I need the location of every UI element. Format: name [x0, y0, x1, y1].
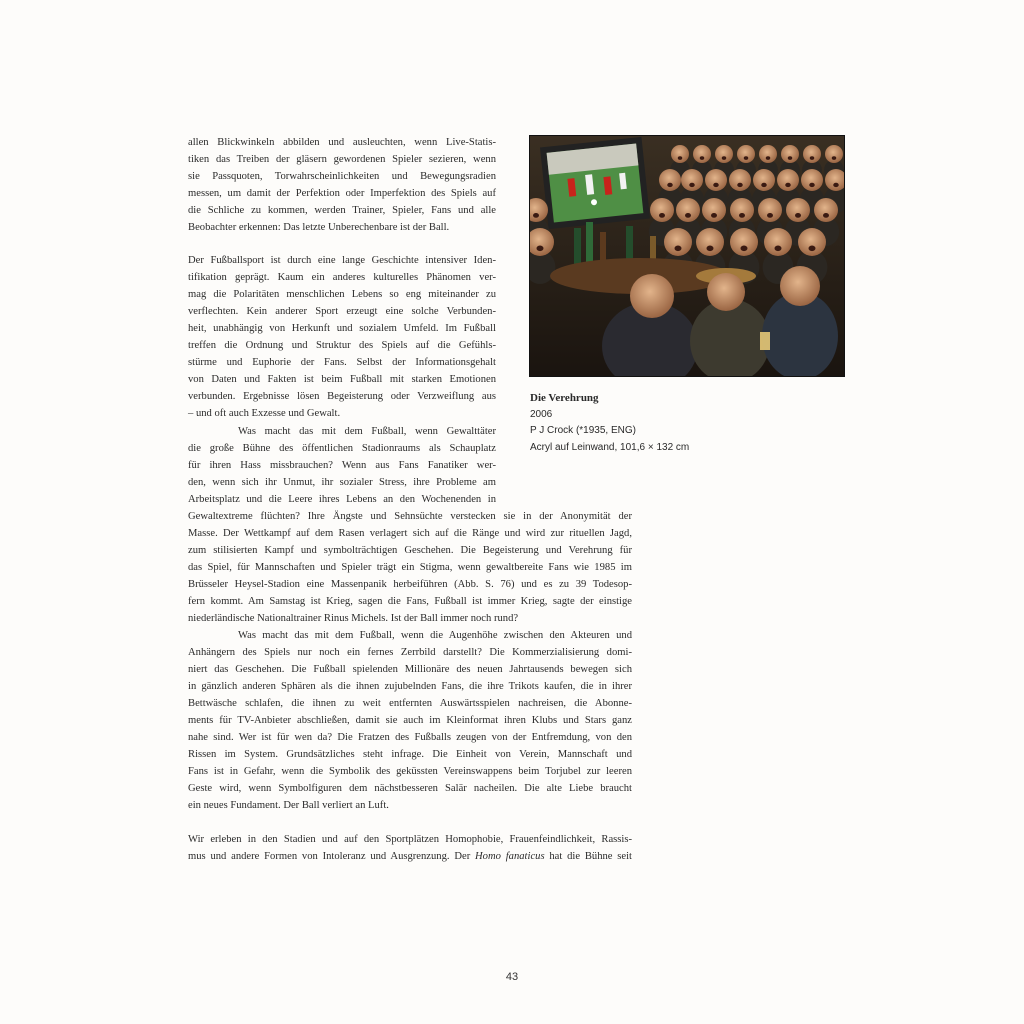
p3n-line: den, wenn sich ihr Unmut, ihr sozialer Stress, ihre Probleme am	[188, 477, 496, 489]
foreground-figures	[602, 266, 838, 376]
p3w-line: Gewaltextreme flüchten? Ihre Ängste und Sehnsüchte verstecken sie in der Anonymität der	[188, 511, 632, 522]
p3w-line: Brüsseler Heysel-Stadion eine Massenpanik herbeiführen (Abb. S. 76) und es zu 39 Todesop-	[188, 579, 632, 591]
paragraph-5	[188, 831, 632, 865]
p4-line: in gänzlich anderen Sphären als die ihnen zujubelnden Fans, die ihre Trikots kaufen, die in ihrer	[188, 681, 632, 693]
p1-line: messen, um damit der Perfektion oder Imperfektion des Spiels auf	[188, 188, 496, 200]
p2-line: stürme und Euphorie der Fans. Selbst der Informationsgehalt	[188, 357, 496, 369]
p4-line: Geste wird, wenn Symbolfiguren dem nächstbesseren Salär nacheilen. Die alte Liebe braucht	[188, 783, 632, 795]
p2-line: verflechten. Kein anderer Sport erzeugt eine solche Verbunden-	[188, 306, 496, 318]
p1-line: die Schliche zu kommen, werden Trainer, Spieler, Fans und alle	[188, 205, 496, 217]
p4-line: Rissen im System. Grundsätzliches steht infrage. Die Einheit von Verein, Mannschaft und	[188, 749, 632, 761]
painting-illustration	[530, 136, 844, 376]
p4-line: Fans ist in Gefahr, wenn die Symbolik des geküssten Vereinswappens beim Torjubel zur leeren	[188, 766, 632, 778]
p3n-line: für ihren Hass missbrauchen? Wenn aus Fans Fanatiker wer-	[188, 460, 496, 472]
paragraph-5-line-2-tail: hat die Bühne seit	[549, 851, 632, 863]
p4-line: Was macht das mit dem Fußball, wenn die Augenhöhe zwischen den Akteuren und	[238, 630, 632, 641]
p1-line: tiken das Treiben der gläsern gewordenen Spieler sezieren, wenn	[188, 154, 496, 166]
p1-line: Beobachter erkennen: Das letzte Unberechenbare ist der Ball.	[188, 222, 450, 234]
painting-die-verehrung	[530, 136, 844, 376]
p4-line: niert das Geschehen. Die Fußball spielenden Millionäre des neuen Jahrtausends bewegen sich	[188, 664, 632, 676]
p1-line: allen Blickwinkeln abbilden und ausleuchten, wenn Live-Statis-	[188, 137, 496, 148]
p4-line: ments für TV-Anbieter abschließen, damit sie auch im Kleinformat ihren Klubs und Stars ganz	[188, 715, 632, 727]
p1-line: sie Passquoten, Torwahrscheinlichkeiten und Bewegungsradien	[188, 171, 496, 183]
caption-title: Die Verehrung	[530, 392, 599, 404]
p3w-line: niederländische Nationaltrainer Rinus Michels. Ist der Ball immer noch rund?	[188, 613, 519, 625]
paragraph-5-line-2-text: mus und andere Formen von Intoleranz und Ausgrenzung. Der	[188, 851, 471, 863]
p4-line: Anhängern des Spiels nur noch ein fernes Zerrbild darstellt? Die Kommerzialisierung domi-	[188, 647, 632, 659]
p3w-line: fern kommt. Am Samstag ist Krieg, sagen die Fans, Fußball ist immer Krieg, sagte der einstige	[188, 596, 632, 608]
caption-year: 2006	[530, 408, 553, 420]
p4-line: ein neues Fundament. Der Ball verliert an Luft.	[188, 800, 389, 812]
p2-line: verbunden. Ergebnisse lösen Begeisterung oder Verzweiflung aus	[188, 391, 496, 403]
homo-fanaticus-italic: Homo fanaticus	[475, 851, 545, 863]
p3n-line: Was macht das mit dem Fußball, wenn Gewalttäter	[238, 426, 496, 437]
paragraph-1	[188, 134, 496, 236]
painting-caption	[530, 390, 790, 456]
p3n-line: die große Bühne des öffentlichen Stadionraums als Schauplatz	[188, 443, 496, 455]
p2-line: mag die Polaritäten menschlichen Lebens so eng miteinander zu	[188, 289, 496, 301]
p2-line: – und oft auch Exzesse und Gewalt.	[188, 408, 341, 420]
p3w-line: das Spiel, für Mannschaften und Spieler trägt ein Stigma, wenn gewaltbereite Fans wie 1985 im	[188, 562, 632, 574]
p2-line: von Daten und Fakten ist beim Fußball mit starken Emotionen	[188, 374, 496, 386]
paragraph-5-line-2	[188, 848, 632, 865]
p2-line: treffen die Ordnung und Struktur des Spiels auf die Gefühls-	[188, 340, 496, 352]
paragraph-2	[188, 252, 496, 422]
paragraph-3-narrow	[188, 423, 496, 508]
p3w-line: Masse. Der Wettkampf auf dem Rasen verlagert sich auf die Ränge und wird zur rituellen Jagd,	[188, 528, 632, 540]
p2-line: Der Fußballsport ist durch eine lange Geschichte intensiver Iden-	[188, 255, 496, 266]
p3w-line: zum stilisierten Kampf und symbolträchtigen Geschehen. Die Begeisterung und Verehrung für	[188, 545, 632, 557]
p4-line: Bettwäsche schlafen, die ihnen zu weit entfernten Auswärtsspielen nachreisen, die Abonne-	[188, 698, 632, 710]
caption-artist: P J Crock (*1935, ENG)	[530, 425, 636, 437]
caption-medium: Acryl auf Leinwand, 101,6 × 132 cm	[530, 441, 690, 453]
page-number: 43	[505, 971, 519, 983]
paragraph-5-line-1: Wir erleben in den Stadien und auf den Sportplätzen Homophobie, Frauenfeindlichkeit, Rassis-	[188, 834, 632, 845]
p4-line: nahe sind. Wer ist für wen da? Die Fratzen des Fußballs zeugen von der Entfremdung, von den	[188, 732, 632, 744]
paragraph-4	[188, 627, 632, 815]
paragraph-3-wide	[188, 508, 632, 627]
p2-line: tifikation geprägt. Kaum ein anderes kulturelles Phänomen ver-	[188, 272, 496, 284]
p2-line: heit, unabhängig von Herkunft und sozialem Umfeld. Im Fußball	[188, 323, 496, 335]
p3n-line: Arbeitsplatz und die Leere ihres Lebens an den Wochenenden in	[188, 494, 496, 506]
